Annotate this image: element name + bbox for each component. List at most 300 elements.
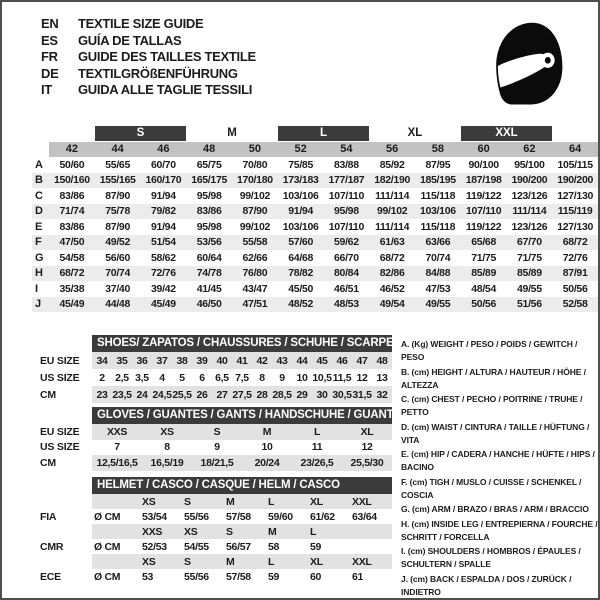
shoes-value: 39 bbox=[196, 354, 208, 367]
shoes-value: 8 bbox=[259, 371, 265, 384]
size-value: 87/90 bbox=[242, 205, 268, 218]
helmet-sizes-row bbox=[92, 554, 392, 569]
size-value: 48/52 bbox=[288, 298, 314, 311]
legend-item-e: E. (cm) HIP / CADERA / HANCHE / HÜFTE / HIPS / BACINO bbox=[401, 449, 595, 472]
size-value: 103/106 bbox=[282, 220, 319, 233]
size-value: 119/122 bbox=[465, 220, 502, 233]
helmet-cmr-label: CMR bbox=[40, 541, 64, 553]
size-value: 107/110 bbox=[465, 205, 502, 218]
helmet-values-cell: 52/53 bbox=[142, 540, 167, 553]
row-label-d: D bbox=[35, 205, 43, 218]
helmet-values-row bbox=[92, 509, 392, 524]
size-header-46: 46 bbox=[141, 142, 187, 157]
size-value: 78/82 bbox=[288, 267, 314, 280]
size-value: 87/95 bbox=[425, 158, 451, 171]
legend-item-g: G. (cm) ARM / BRAZO / BRAS / ARM / BRACCIO bbox=[401, 504, 589, 514]
helmet-values-cell: 55/56 bbox=[184, 570, 209, 583]
size-value: 47/50 bbox=[59, 236, 85, 249]
size-value: 68/72 bbox=[562, 236, 588, 249]
size-value: 177/187 bbox=[328, 174, 365, 187]
main-table-sizes-row bbox=[32, 142, 598, 157]
size-header-64: 64 bbox=[552, 142, 598, 157]
helmet-values-cell: Ø CM bbox=[94, 510, 121, 523]
size-value: 65/75 bbox=[196, 158, 222, 171]
shoes-value: 2,5 bbox=[115, 371, 129, 384]
shoes-value: 34 bbox=[96, 354, 108, 367]
gloves-cm-label: CM bbox=[40, 457, 56, 469]
shoes-value: 25,5 bbox=[172, 388, 192, 401]
size-value: 87/90 bbox=[105, 189, 131, 202]
size-value: 83/86 bbox=[59, 189, 85, 202]
helmet-sizes-cell: XXL bbox=[352, 495, 372, 508]
legend-item-a: A. (Kg) WEIGHT / PESO / POIDS / GEWITCH / PESO bbox=[401, 339, 578, 362]
lang-code-en: EN bbox=[41, 16, 59, 31]
size-value: 107/110 bbox=[328, 189, 365, 202]
size-value: 185/195 bbox=[419, 174, 456, 187]
helmet-values-cell: 63/64 bbox=[352, 510, 377, 523]
helmet-values-cell: Ø CM bbox=[94, 540, 121, 553]
shoes-value: 28 bbox=[256, 388, 268, 401]
helmet-values-cell: 57/58 bbox=[226, 510, 251, 523]
size-value: 83/86 bbox=[59, 220, 85, 233]
size-header-62: 62 bbox=[507, 142, 553, 157]
shoes-value: 23 bbox=[96, 388, 108, 401]
size-value: 51/56 bbox=[516, 298, 542, 311]
gloves-row bbox=[92, 424, 392, 440]
size-value: 127/130 bbox=[557, 189, 594, 202]
shoes-value: 31,5 bbox=[352, 388, 372, 401]
gloves-row bbox=[92, 455, 392, 471]
size-value: 82/86 bbox=[379, 267, 405, 280]
main-table-group-row bbox=[32, 125, 598, 142]
size-value: 64/68 bbox=[288, 251, 314, 264]
shoes-value: 35 bbox=[116, 354, 128, 367]
size-header-58: 58 bbox=[415, 142, 461, 157]
size-value: 99/102 bbox=[239, 220, 271, 233]
size-value: 60/64 bbox=[196, 251, 222, 264]
shoes-value: 41 bbox=[236, 354, 248, 367]
shoes-value: 7,5 bbox=[235, 371, 249, 384]
shoes-value: 36 bbox=[136, 354, 148, 367]
size-value: 44/48 bbox=[105, 298, 131, 311]
size-value: 83/88 bbox=[333, 158, 359, 171]
size-value: 48/54 bbox=[471, 282, 497, 295]
size-value: 49/55 bbox=[516, 282, 542, 295]
gloves-value: 11 bbox=[311, 441, 323, 454]
shoes-value: 11,5 bbox=[332, 371, 352, 384]
helmet-sizes-cell: S bbox=[226, 525, 233, 538]
size-value: 54/58 bbox=[59, 251, 85, 264]
helmet-values-cell: 59 bbox=[268, 570, 280, 583]
size-value: 46/52 bbox=[379, 282, 405, 295]
size-value: 85/89 bbox=[516, 267, 542, 280]
size-value: 91/94 bbox=[150, 220, 176, 233]
shoes-value: 5 bbox=[179, 371, 185, 384]
helmet-sizes-cell: XS bbox=[142, 555, 156, 568]
shoes-value: 37 bbox=[156, 354, 168, 367]
helmet-values-cell: 57/58 bbox=[226, 570, 251, 583]
helmet-values-cell: 59/60 bbox=[268, 510, 293, 523]
helmet-values-cell: 61/62 bbox=[310, 510, 335, 523]
lang-code-es: ES bbox=[41, 32, 58, 48]
measurement-row-e bbox=[32, 219, 598, 235]
shoes-value: 13 bbox=[376, 371, 388, 384]
shoes-value: 27,5 bbox=[232, 388, 252, 401]
helmet-values-cell: 59 bbox=[310, 540, 322, 553]
size-value: 190/200 bbox=[511, 174, 548, 187]
size-value: 46/51 bbox=[333, 282, 359, 295]
size-value: 111/114 bbox=[375, 189, 410, 202]
gloves-value: 12 bbox=[361, 441, 373, 454]
size-value: 65/68 bbox=[471, 236, 497, 249]
gloves-value: L bbox=[313, 425, 321, 438]
shoes-row bbox=[92, 352, 392, 369]
size-value: 87/90 bbox=[105, 220, 131, 233]
row-label-c: C bbox=[35, 189, 43, 202]
row-label-b: B bbox=[35, 174, 43, 187]
size-value: 47/51 bbox=[242, 298, 268, 311]
gloves-value: 16,5/19 bbox=[150, 456, 184, 469]
size-header-60: 60 bbox=[461, 142, 507, 157]
size-value: 123/126 bbox=[511, 220, 548, 233]
helmet-values-cell: 58 bbox=[268, 540, 280, 553]
lang-code-de: DE bbox=[41, 65, 59, 81]
size-value: 182/190 bbox=[374, 174, 411, 187]
lang-title-de: TEXTILGRÖßENFÜHRUNG bbox=[78, 65, 238, 81]
size-header-44: 44 bbox=[95, 142, 141, 157]
size-value: 71/74 bbox=[59, 205, 85, 218]
gloves-value: 23/26,5 bbox=[300, 456, 334, 469]
size-value: 58/62 bbox=[150, 251, 176, 264]
shoes-value: 29 bbox=[296, 388, 308, 401]
helmet-values-cell: 54/55 bbox=[184, 540, 209, 553]
size-value: 70/74 bbox=[425, 251, 451, 264]
row-label-h: H bbox=[35, 267, 43, 280]
size-value: 84/88 bbox=[425, 267, 451, 280]
helmet-values-cell: 55/56 bbox=[184, 510, 209, 523]
shoes-value: 30 bbox=[316, 388, 328, 401]
size-header-54: 54 bbox=[324, 142, 370, 157]
gloves-eu-size-label: EU SIZE bbox=[40, 426, 80, 438]
shoes-value: 32 bbox=[376, 388, 388, 401]
row-label-e: E bbox=[35, 220, 43, 233]
row-label-j: J bbox=[35, 298, 41, 311]
size-value: 76/80 bbox=[242, 267, 268, 280]
row-label-i: I bbox=[35, 282, 38, 295]
helmet-sizes-cell: S bbox=[184, 495, 191, 508]
lang-code-fr: FR bbox=[41, 49, 58, 64]
size-value: 127/130 bbox=[557, 220, 594, 233]
gloves-value: 7 bbox=[114, 441, 120, 454]
shoes-value: 9 bbox=[279, 371, 285, 384]
shoes-value: 3,5 bbox=[135, 371, 149, 384]
size-header-48: 48 bbox=[186, 142, 232, 157]
measurement-row-d bbox=[32, 204, 598, 220]
shoes-row bbox=[92, 386, 392, 403]
size-value: 155/165 bbox=[99, 174, 136, 187]
size-value: 75/78 bbox=[105, 205, 131, 218]
size-value: 115/118 bbox=[420, 189, 456, 202]
size-value: 55/58 bbox=[242, 236, 268, 249]
gloves-value: 25,5/30 bbox=[350, 456, 384, 469]
shoes-value: 44 bbox=[296, 354, 308, 367]
row-label-f: F bbox=[35, 236, 42, 249]
row-label-a: A bbox=[35, 158, 43, 171]
row-label-g: G bbox=[35, 251, 44, 264]
size-value: 91/94 bbox=[288, 205, 314, 218]
helmet-sizes-cell: M bbox=[268, 525, 277, 538]
size-value: 49/55 bbox=[425, 298, 451, 311]
size-value: 85/89 bbox=[471, 267, 497, 280]
gloves-row bbox=[92, 440, 392, 456]
size-group-xxl: XXL bbox=[461, 126, 553, 141]
size-value: 173/183 bbox=[282, 174, 319, 187]
gloves-table bbox=[92, 407, 397, 471]
legend-item-i: I. (cm) SHOULDERS / HOMBROS / ÉPAULES / SCHULTERN / SPALLE bbox=[401, 546, 581, 569]
size-value: 56/60 bbox=[105, 251, 131, 264]
size-value: 45/50 bbox=[288, 282, 314, 295]
size-value: 39/42 bbox=[150, 282, 176, 295]
helmet-values-cell: 53/54 bbox=[142, 510, 167, 523]
size-value: 99/102 bbox=[376, 205, 408, 218]
helmet-sizes-cell: XL bbox=[310, 495, 323, 508]
size-value: 115/119 bbox=[557, 205, 593, 218]
size-value: 80/84 bbox=[333, 267, 359, 280]
size-value: 95/98 bbox=[333, 205, 359, 218]
size-value: 49/52 bbox=[105, 236, 131, 249]
gloves-table-title: GLOVES / GUANTES / GANTS / HANDSCHUHE / GUANTI bbox=[92, 407, 392, 424]
size-value: 190/200 bbox=[557, 174, 594, 187]
size-value: 61/63 bbox=[379, 236, 405, 249]
size-value: 95/100 bbox=[514, 158, 545, 171]
shoes-value: 43 bbox=[276, 354, 288, 367]
size-value: 79/82 bbox=[150, 205, 176, 218]
size-value: 43/47 bbox=[242, 282, 268, 295]
shoes-row bbox=[92, 369, 392, 386]
size-value: 68/72 bbox=[59, 267, 85, 280]
helmet-sizes-cell: XXL bbox=[352, 555, 372, 568]
shoes-value: 10 bbox=[296, 371, 308, 384]
size-value: 60/70 bbox=[150, 158, 176, 171]
size-value: 50/56 bbox=[562, 282, 588, 295]
helmet-table bbox=[92, 477, 392, 584]
shoes-cm-label: CM bbox=[40, 389, 56, 401]
helmet-sizes-cell: XXS bbox=[142, 525, 163, 538]
size-header-56: 56 bbox=[369, 142, 415, 157]
helmet-values-cell: 53 bbox=[142, 570, 154, 583]
helmet-sizes-cell: L bbox=[268, 495, 275, 508]
size-value: 91/94 bbox=[150, 189, 176, 202]
size-value: 111/114 bbox=[512, 205, 547, 218]
gloves-value: XL bbox=[360, 425, 374, 438]
measurement-row-b bbox=[32, 173, 598, 189]
shoes-table bbox=[92, 335, 392, 403]
size-value: 74/78 bbox=[196, 267, 222, 280]
helmet-values-row bbox=[92, 539, 392, 554]
size-value: 51/54 bbox=[150, 236, 176, 249]
size-value: 46/50 bbox=[196, 298, 222, 311]
size-value: 57/60 bbox=[288, 236, 314, 249]
measurement-row-i bbox=[32, 281, 598, 297]
helmet-values-cell: 61 bbox=[352, 570, 364, 583]
size-value: 41/45 bbox=[196, 282, 222, 295]
measurement-row-c bbox=[32, 188, 598, 204]
shoes-value: 24,5 bbox=[152, 388, 172, 401]
size-value: 75/85 bbox=[288, 158, 314, 171]
size-value: 63/66 bbox=[425, 236, 451, 249]
size-value: 48/53 bbox=[333, 298, 359, 311]
legend-item-d: D. (cm) WAIST / CINTURA / TAILLE / HÜFTUNG / VITA bbox=[401, 421, 590, 445]
shoes-value: 30,5 bbox=[332, 388, 352, 401]
shoes-value: 23,5 bbox=[112, 388, 132, 401]
shoes-value: 27 bbox=[216, 388, 228, 401]
measurement-legend bbox=[401, 338, 598, 600]
language-title-list bbox=[41, 17, 256, 97]
measurement-row-g bbox=[32, 250, 598, 266]
lang-title-en: TEXTILE SIZE GUIDE bbox=[78, 16, 204, 31]
shoes-value: 26 bbox=[196, 388, 208, 401]
size-value: 47/53 bbox=[425, 282, 451, 295]
size-value: 83/86 bbox=[196, 205, 222, 218]
shoes-value: 2 bbox=[99, 371, 105, 384]
helmet-values-cell: Ø CM bbox=[94, 570, 121, 583]
size-value: 49/54 bbox=[379, 298, 405, 311]
legend-item-c: C. (cm) CHEST / PECHO / POITRINE / TRUHE / PETTO bbox=[401, 394, 583, 417]
helmet-values-cell: 60 bbox=[310, 570, 322, 583]
size-value: 85/92 bbox=[379, 158, 405, 171]
gloves-value: 20/24 bbox=[254, 456, 280, 469]
shoes-table-body bbox=[92, 352, 392, 403]
gloves-table-body bbox=[92, 424, 392, 471]
size-value: 119/122 bbox=[465, 189, 502, 202]
size-value: 165/175 bbox=[191, 174, 228, 187]
shoes-value: 10,5 bbox=[312, 371, 332, 384]
helmet-values-cell: 56/57 bbox=[226, 540, 251, 553]
gloves-value: S bbox=[213, 425, 221, 438]
size-group-m: M bbox=[227, 127, 237, 139]
size-value: 111/114 bbox=[375, 220, 410, 233]
size-value: 99/102 bbox=[239, 189, 271, 202]
measurement-row-h bbox=[32, 266, 598, 282]
size-value: 52/58 bbox=[562, 298, 588, 311]
helmet-sizes-cell: M bbox=[226, 495, 235, 508]
size-value: 87/91 bbox=[562, 267, 588, 280]
gloves-value: 18/21,5 bbox=[200, 456, 234, 469]
size-value: 62/66 bbox=[242, 251, 268, 264]
size-value: 160/170 bbox=[145, 174, 182, 187]
size-value: 68/72 bbox=[379, 251, 405, 264]
size-header-50: 50 bbox=[232, 142, 278, 157]
shoes-value: 6 bbox=[199, 371, 205, 384]
size-value: 115/118 bbox=[420, 220, 456, 233]
helmet-sizes-cell: XL bbox=[310, 555, 323, 568]
size-value: 50/56 bbox=[471, 298, 497, 311]
gloves-value: XS bbox=[160, 425, 174, 438]
shoes-eu-size-label: EU SIZE bbox=[40, 355, 80, 367]
size-value: 95/98 bbox=[196, 189, 222, 202]
helmet-sizes-cell: L bbox=[268, 555, 275, 568]
size-value: 123/126 bbox=[511, 189, 548, 202]
size-value: 150/160 bbox=[53, 174, 90, 187]
size-value: 72/76 bbox=[562, 251, 588, 264]
size-value: 187/198 bbox=[465, 174, 502, 187]
shoes-value: 12 bbox=[356, 371, 368, 384]
helmet-table-body bbox=[92, 494, 392, 584]
helmet-sizes-cell: S bbox=[184, 555, 191, 568]
measurement-row-f bbox=[32, 235, 598, 251]
size-value: 37/40 bbox=[105, 282, 131, 295]
lang-code-it: IT bbox=[41, 82, 52, 97]
legend-item-h: H. (cm) INSIDE LEG / ENTREPIERNA / FOURCHE / SCHRITT / FORCELLA bbox=[401, 518, 598, 542]
gloves-value: 10 bbox=[261, 441, 273, 454]
shoes-value: 6,5 bbox=[215, 371, 229, 384]
size-value: 71/75 bbox=[516, 251, 542, 264]
size-header-52: 52 bbox=[278, 142, 324, 157]
gloves-value: 8 bbox=[164, 441, 170, 454]
gloves-value: M bbox=[262, 425, 272, 438]
shoes-value: 48 bbox=[376, 354, 388, 367]
size-value: 107/110 bbox=[328, 220, 365, 233]
shoes-value: 42 bbox=[256, 354, 268, 367]
helmet-sizes-cell: M bbox=[226, 555, 235, 568]
size-value: 95/98 bbox=[196, 220, 222, 233]
shoes-value: 40 bbox=[216, 354, 228, 367]
helmet-fia-label: FIA bbox=[40, 511, 57, 523]
size-value: 70/74 bbox=[105, 267, 131, 280]
shoes-value: 47 bbox=[356, 354, 368, 367]
size-value: 45/49 bbox=[59, 298, 85, 311]
legend-item-f: F. (cm) TIGH / MUSLO / CUISSE / SCHENKEL / COSCIA bbox=[401, 476, 582, 500]
size-value: 66/70 bbox=[333, 251, 359, 264]
shoes-table-title: SHOES/ ZAPATOS / CHAUSSURES / SCHUHE / SCARPE bbox=[92, 335, 392, 352]
gloves-value: 12,5/16,5 bbox=[96, 456, 138, 469]
size-value: 90/100 bbox=[468, 158, 499, 171]
size-value: 103/106 bbox=[419, 205, 456, 218]
lang-title-fr: GUIDE DES TAILLES TEXTILE bbox=[78, 49, 256, 64]
shoes-value: 45 bbox=[316, 354, 328, 367]
gloves-value: 9 bbox=[214, 441, 220, 454]
shoes-us-size-label: US SIZE bbox=[40, 372, 80, 384]
helmet-ece-label: ECE bbox=[40, 571, 61, 583]
size-value: 59/62 bbox=[333, 236, 359, 249]
size-group-l: L bbox=[278, 126, 370, 141]
measurement-row-j bbox=[32, 297, 598, 313]
size-value: 72/76 bbox=[150, 267, 176, 280]
size-value: 71/75 bbox=[471, 251, 497, 264]
helmet-values-row bbox=[92, 569, 392, 584]
size-value: 103/106 bbox=[282, 189, 319, 202]
size-header-42: 42 bbox=[49, 142, 95, 157]
size-value: 50/60 bbox=[59, 158, 85, 171]
lang-title-it: GUIDA ALLE TAGLIE TESSILI bbox=[78, 82, 253, 97]
size-value: 170/180 bbox=[236, 174, 273, 187]
shoes-value: 4 bbox=[159, 371, 165, 384]
measurement-row-a bbox=[32, 157, 598, 173]
legend-item-j: J. (cm) BACK / ESPALDA / DOS / ZURÜCK / INDIETRO bbox=[401, 573, 572, 597]
size-value: 45/49 bbox=[150, 298, 176, 311]
size-value: 67/70 bbox=[516, 236, 542, 249]
shoes-value: 46 bbox=[336, 354, 348, 367]
helmet-sizes-cell: XS bbox=[142, 495, 156, 508]
shoes-value: 38 bbox=[176, 354, 188, 367]
gloves-us-size-label: US SIZE bbox=[40, 441, 80, 453]
helmet-sizes-cell: L bbox=[310, 525, 317, 538]
size-value: 105/115 bbox=[557, 158, 593, 171]
shoes-value: 28,5 bbox=[272, 388, 292, 401]
helmet-table-title: HELMET / CASCO / CASQUE / HELM / CASCO bbox=[92, 477, 392, 494]
helmet-sizes-cell: XS bbox=[184, 525, 198, 538]
helmet-icon bbox=[485, 18, 571, 112]
